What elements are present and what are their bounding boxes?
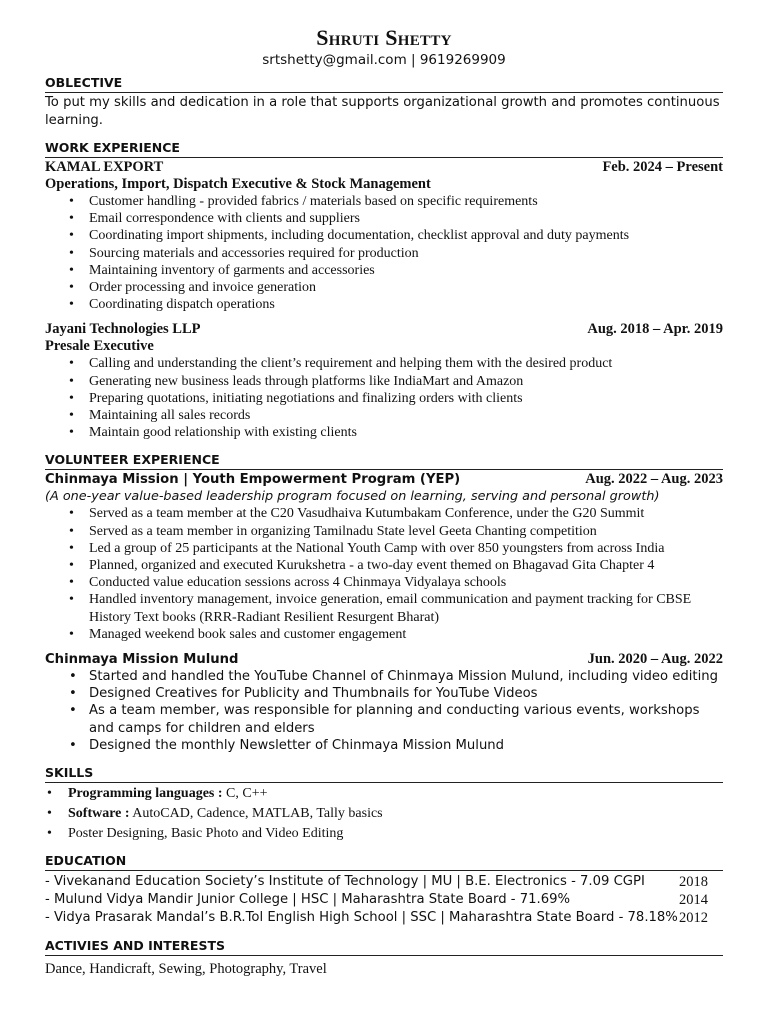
list-item: • Designed Creatives for Publicity and Thumbnails for YouTube Videos bbox=[89, 685, 723, 702]
education-list bbox=[45, 873, 723, 927]
education-row bbox=[45, 891, 723, 909]
volunteer-entry bbox=[45, 471, 723, 643]
volunteer-bullets bbox=[45, 668, 723, 754]
volunteer-org: Chinmaya Mission Mulund bbox=[45, 652, 239, 668]
activities-text: Dance, Handicraft, Sewing, Photography, Travel bbox=[45, 961, 327, 978]
volunteer-section bbox=[45, 452, 723, 754]
list-item: • Handled inventory management, invoice generation, email communication and payment tracking for CBSE History Text books (RRR-Radiant Resilient Resurgent Bharat) bbox=[89, 591, 723, 625]
list-item bbox=[68, 824, 723, 844]
job-company: KAMAL EXPORT bbox=[45, 159, 164, 175]
list-item: • Generating new business leads through platforms like IndiaMart and Amazon bbox=[89, 373, 723, 390]
list-item: • Conducted value education sessions across 4 Chinmaya Vidyalaya schools bbox=[89, 574, 723, 591]
skills-list bbox=[45, 784, 723, 844]
job-header bbox=[45, 159, 723, 176]
section-heading-volunteer: VOLUNTEER EXPERIENCE bbox=[45, 452, 723, 470]
list-item: • Maintaining all sales records bbox=[89, 407, 723, 424]
volunteer-bullets bbox=[45, 505, 723, 643]
volunteer-note: (A one-year value-based leadership program focused on learning, serving and personal growth) bbox=[45, 489, 660, 505]
education-year: 2014 bbox=[679, 892, 708, 909]
skills-section bbox=[45, 765, 723, 844]
job-dates: Aug. 2018 – Apr. 2019 bbox=[587, 321, 723, 338]
job-company: Jayani Technologies LLP bbox=[45, 321, 201, 338]
list-item: • Served as a team member in organizing Tamilnadu State level Geeta Chanting competition bbox=[89, 523, 723, 540]
job-dates: Feb. 2024 – Present bbox=[602, 159, 723, 175]
section-heading-skills: SKILLS bbox=[45, 765, 723, 783]
list-item: • Designed the monthly Newsletter of Chinmaya Mission Mulund bbox=[89, 737, 723, 754]
volunteer-header bbox=[45, 651, 723, 668]
job-title: Operations, Import, Dispatch Executive & Stock Management bbox=[45, 176, 431, 192]
volunteer-dates: Jun. 2020 – Aug. 2022 bbox=[587, 651, 723, 668]
job-title: Presale Executive bbox=[45, 338, 154, 355]
section-heading-objective: OBLECTIVE bbox=[45, 75, 723, 93]
list-item: • Maintain good relationship with existing clients bbox=[89, 424, 723, 441]
list-item bbox=[68, 784, 723, 804]
education-year: 2012 bbox=[679, 910, 708, 927]
resume-page bbox=[45, 24, 723, 978]
education-row bbox=[45, 909, 723, 927]
education-text: - Vivekanand Education Society’s Institute of Technology | MU | B.E. Electronics - 7.09 CGPI bbox=[45, 874, 645, 890]
job-entry bbox=[45, 321, 723, 441]
volunteer-header bbox=[45, 471, 723, 488]
skill-label: Programming languages : bbox=[68, 786, 223, 802]
volunteer-entry bbox=[45, 651, 723, 754]
education-row bbox=[45, 873, 723, 891]
education-year: 2018 bbox=[679, 874, 708, 891]
list-item: • As a team member, was responsible for planning and conducting various events, workshops and camps for children and elders bbox=[89, 702, 723, 736]
list-item: • Sourcing materials and accessories required for production bbox=[89, 245, 723, 262]
list-item: • Maintaining inventory of garments and accessories bbox=[89, 262, 723, 279]
skill-value: Poster Designing, Basic Photo and Video Editing bbox=[68, 826, 344, 842]
education-text: - Mulund Vidya Mandir Junior College | HSC | Maharashtra State Board - 71.69% bbox=[45, 892, 571, 908]
job-bullets bbox=[45, 355, 723, 441]
list-item: • Calling and understanding the client’s requirement and helping them with the desired product bbox=[89, 355, 723, 372]
list-item: • Led a group of 25 participants at the National Youth Camp with over 850 youngsters from across India bbox=[89, 540, 723, 557]
education-text: - Vidya Prasarak Mandal’s B.R.Tol English High School | SSC | Maharashtra State Board - 78.18% bbox=[45, 910, 678, 926]
job-header bbox=[45, 321, 723, 338]
list-item: • Planned, organized and executed Kurukshetra - a two-day event themed on Bhagavad Gita Chapter 4 bbox=[89, 557, 723, 574]
list-item: • Managed weekend book sales and customer engagement bbox=[89, 626, 723, 643]
list-item: • Order processing and invoice generation bbox=[89, 279, 723, 296]
job-entry bbox=[45, 159, 723, 313]
objective-text: To put my skills and dedication in a role that supports organizational growth and promotes continuous learning. bbox=[45, 95, 720, 128]
list-item: • Customer handling - provided fabrics / materials based on specific requirements bbox=[89, 193, 723, 210]
candidate-name: Shruti Shetty bbox=[316, 25, 452, 50]
job-bullets bbox=[45, 193, 723, 313]
list-item: • Served as a team member at the C20 Vasudhaiva Kutumbakam Conference, under the G20 Summit bbox=[89, 505, 723, 522]
volunteer-org: Chinmaya Mission | Youth Empowerment Program (YEP) bbox=[45, 472, 461, 488]
list-item bbox=[68, 804, 723, 824]
skill-value: AutoCAD, Cadence, MATLAB, Tally basics bbox=[129, 806, 383, 822]
work-experience-section bbox=[45, 140, 723, 441]
activities-section bbox=[45, 938, 723, 978]
contact-line: srtshetty@gmail.com | 9619269909 bbox=[262, 52, 506, 68]
skill-label: Software : bbox=[68, 806, 130, 822]
section-heading-education: EDUCATION bbox=[45, 853, 723, 871]
list-item: • Coordinating dispatch operations bbox=[89, 296, 723, 313]
list-item: • Started and handled the YouTube Channel of Chinmaya Mission Mulund, including video editing bbox=[89, 668, 723, 685]
list-item: • Email correspondence with clients and suppliers bbox=[89, 210, 723, 227]
objective-section bbox=[45, 75, 723, 130]
list-item: • Coordinating import shipments, including documentation, checklist approval and duty payments bbox=[89, 227, 723, 244]
list-item: • Preparing quotations, initiating negotiations and finalizing orders with clients bbox=[89, 390, 723, 407]
section-heading-activities: ACTIVIES AND INTERESTS bbox=[45, 938, 723, 956]
volunteer-dates: Aug. 2022 – Aug. 2023 bbox=[585, 471, 723, 488]
education-section bbox=[45, 853, 723, 927]
section-heading-work: WORK EXPERIENCE bbox=[45, 140, 723, 158]
skill-value: C, C++ bbox=[222, 786, 268, 802]
